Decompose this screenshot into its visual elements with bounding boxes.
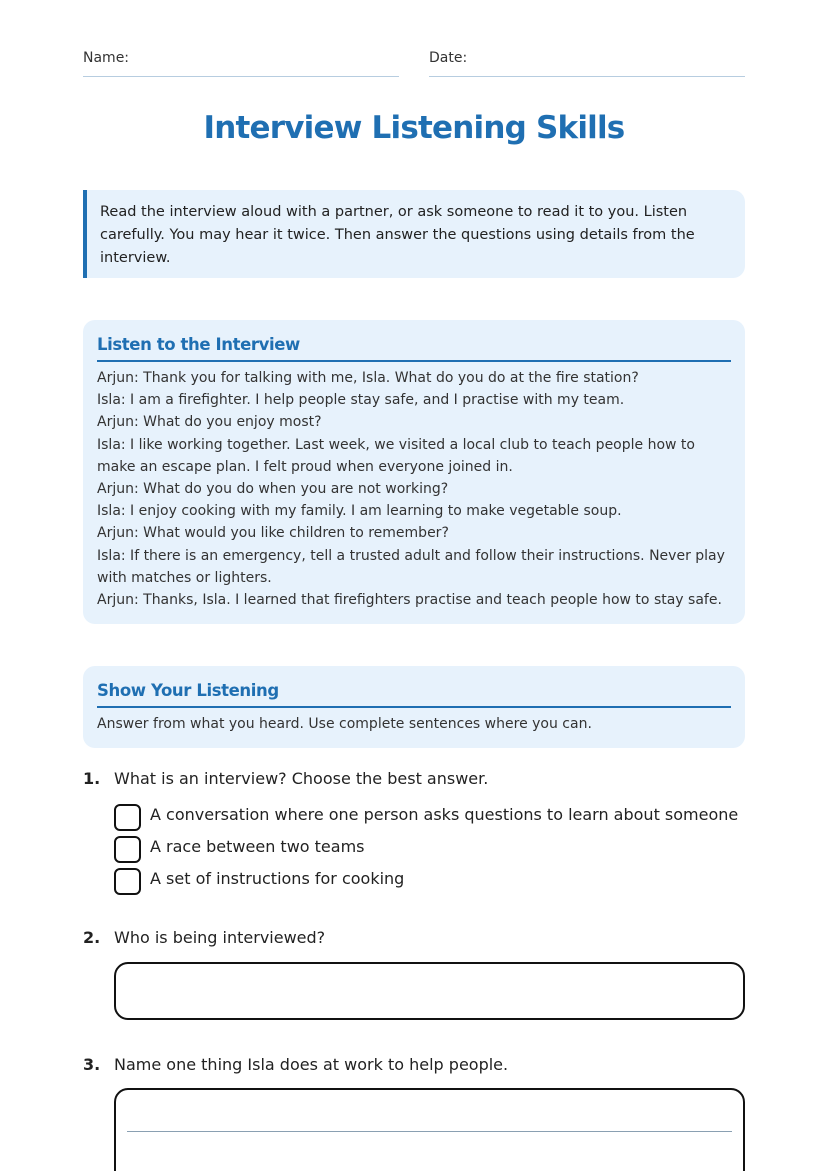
listen-panel (83, 320, 745, 624)
checkbox[interactable] (114, 836, 141, 863)
question-text: Who is being interviewed? (114, 928, 326, 947)
transcript-line: Isla: I am a firefighter. I help people stay safe, and I practise with my team. (97, 392, 625, 409)
option-1[interactable] (114, 802, 738, 834)
date-label: Date: (429, 50, 468, 66)
intro-instructions: Read the interview aloud with a partner, or ask someone to read it to you. Listen carefully. You may hear it twice. Then answer the questions using details from the interview. (83, 190, 745, 278)
name-field[interactable] (83, 50, 399, 77)
transcript-line: Arjun: What do you enjoy most? (97, 414, 322, 431)
question-number: 1. (83, 769, 101, 788)
option-label: A conversation where one person asks questions to learn about someone (150, 805, 739, 824)
option-2[interactable] (114, 834, 738, 866)
transcript-line: Isla: If there is an emergency, tell a trusted adult and follow their instructions. Never play with matches or lighters. (97, 547, 725, 586)
header-row (83, 50, 745, 77)
page-title: Interview Listening Skills (203, 110, 625, 146)
question-number: 3. (83, 1055, 101, 1074)
transcript-line: Isla: I enjoy cooking with my family. I am learning to make vegetable soup. (97, 503, 622, 520)
answer-box-2[interactable] (114, 962, 745, 1020)
show-panel (83, 666, 745, 748)
question-1 (83, 769, 488, 788)
answer-line (127, 1131, 732, 1132)
answer-box-3[interactable] (114, 1088, 745, 1171)
transcript-line: Isla: I like working together. Last week, we visited a local club to teach people how to make an escape plan. I felt proud when everyone joined in. (97, 436, 695, 475)
checkbox[interactable] (114, 804, 141, 831)
transcript-line: Arjun: Thanks, Isla. I learned that firefighters practise and teach people how to stay safe. (97, 592, 722, 609)
option-3[interactable] (114, 866, 738, 898)
listen-heading: Listen to the Interview (97, 335, 731, 362)
option-label: A race between two teams (150, 837, 365, 856)
transcript-line: Arjun: Thank you for talking with me, Isla. What do you do at the fire station? (97, 370, 639, 386)
question-text: Name one thing Isla does at work to help people. (114, 1055, 509, 1074)
transcript-line: Arjun: What do you do when you are not working? (97, 481, 449, 498)
question-number: 2. (83, 928, 101, 947)
option-label: A set of instructions for cooking (150, 869, 405, 888)
question-2 (83, 928, 325, 947)
question-3 (83, 1055, 508, 1074)
question-text: What is an interview? Choose the best answer. (114, 769, 489, 788)
name-label: Name: (83, 50, 130, 66)
interview-transcript (97, 367, 731, 611)
show-note: Answer from what you heard. Use complete sentences where you can. (97, 716, 592, 732)
question-1-options (114, 802, 738, 898)
checkbox[interactable] (114, 868, 141, 895)
show-heading: Show Your Listening (97, 681, 731, 708)
transcript-line: Arjun: What would you like children to remember? (97, 525, 449, 542)
date-field[interactable] (429, 50, 745, 77)
